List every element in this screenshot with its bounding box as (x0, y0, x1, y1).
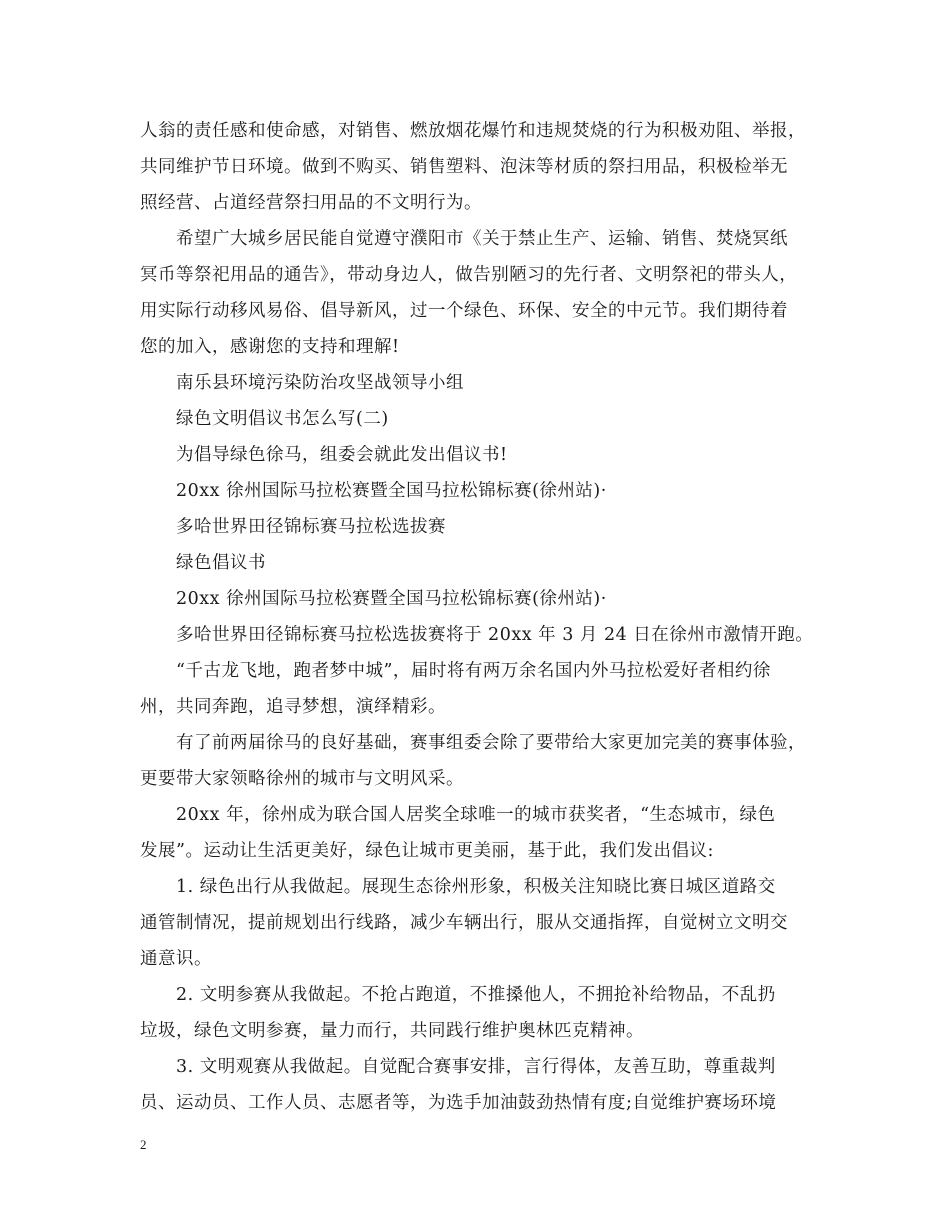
text-line: 用实际行动移风易俗、倡导新风，过一个绿色、环保、安全的中元节。我们期待着 (140, 301, 788, 321)
section-title: 绿色文明倡议书怎么写(二) (176, 409, 389, 429)
text-line: 更要带大家领略徐州的城市与文明风采。 (140, 769, 464, 789)
text-line: 冥币等祭祀用品的通告》，带动身边人，做告别陋习的先行者、文明祭祀的带头人， (140, 265, 798, 285)
event-name-line: 20xx 徐州国际马拉松赛暨全国马拉松锦标赛(徐州站)· (176, 589, 607, 609)
event-name-line: 20xx 徐州国际马拉松赛暨全国马拉松锦标赛(徐州站)· (176, 481, 607, 501)
signature-line: 南乐县环境污染防治攻坚战领导小组 (176, 373, 464, 393)
text-line: 通意识。 (140, 949, 212, 969)
list-item-2: 2. 文明参赛从我做起。不抢占跑道，不推搡他人，不拥抢补给物品，不乱扔 (176, 985, 776, 1005)
text-line: 员、运动员、工作人员、志愿者等，为选手加油鼓劲热情有度;自觉维护赛场环境 (140, 1093, 777, 1113)
text-line: 照经营、占道经营祭扫用品的不文明行为。 (140, 193, 482, 213)
page-number: 2 (140, 1137, 147, 1152)
text-line: 共同维护节日环境。做到不购买、销售塑料、泡沫等材质的祭扫用品，积极检举无 (140, 157, 788, 177)
text-line: 人翁的责任感和使命感，对销售、燃放烟花爆竹和违规焚烧的行为积极劝阻、举报， (140, 121, 806, 141)
paragraph-start: “千古龙飞地，跑者梦中城”，届时将有两万余名国内外马拉松爱好者相约徐 (176, 661, 771, 681)
text-line: 多哈世界田径锦标赛马拉松选拔赛将于 20xx 年 3 月 24 日在徐州市激情开跑。 (176, 625, 814, 645)
paragraph-start: 有了前两届徐马的良好基础，赛事组委会除了要带给大家更加完美的赛事体验， (176, 733, 806, 753)
list-item-1: 1. 绿色出行从我做起。展现生态徐州形象，积极关注知晓比赛日城区道路交 (176, 877, 776, 897)
text-line: 垃圾，绿色文明参赛，量力而行，共同践行维护奥林匹克精神。 (140, 1021, 644, 1041)
text-line: 您的加入，感谢您的支持和理解! (140, 337, 400, 357)
text-line: 通管制情况，提前规划出行线路，减少车辆出行，服从交通指挥，自觉树立文明交 (140, 913, 788, 933)
text-line: 州，共同奔跑，追寻梦想，演绎精彩。 (140, 697, 446, 717)
paragraph-start: 希望广大城乡居民能自觉遵守濮阳市《关于禁止生产、运输、销售、焚烧冥纸 (176, 229, 788, 249)
text-line: 发展”。运动让生活更美好，绿色让城市更美丽，基于此，我们发出倡议: (140, 841, 714, 861)
list-item-3: 3. 文明观赛从我做起。自觉配合赛事安排，言行得体，友善互助，尊重裁判 (176, 1057, 776, 1077)
paragraph-start: 20xx 年，徐州成为联合国人居奖全球唯一的城市获奖者，“生态城市，绿色 (176, 805, 776, 825)
heading-line: 绿色倡议书 (176, 553, 266, 573)
paragraph-start: 为倡导绿色徐马，组委会就此发出倡议书! (176, 445, 508, 465)
event-name-line: 多哈世界田径锦标赛马拉松选拔赛 (176, 517, 446, 537)
